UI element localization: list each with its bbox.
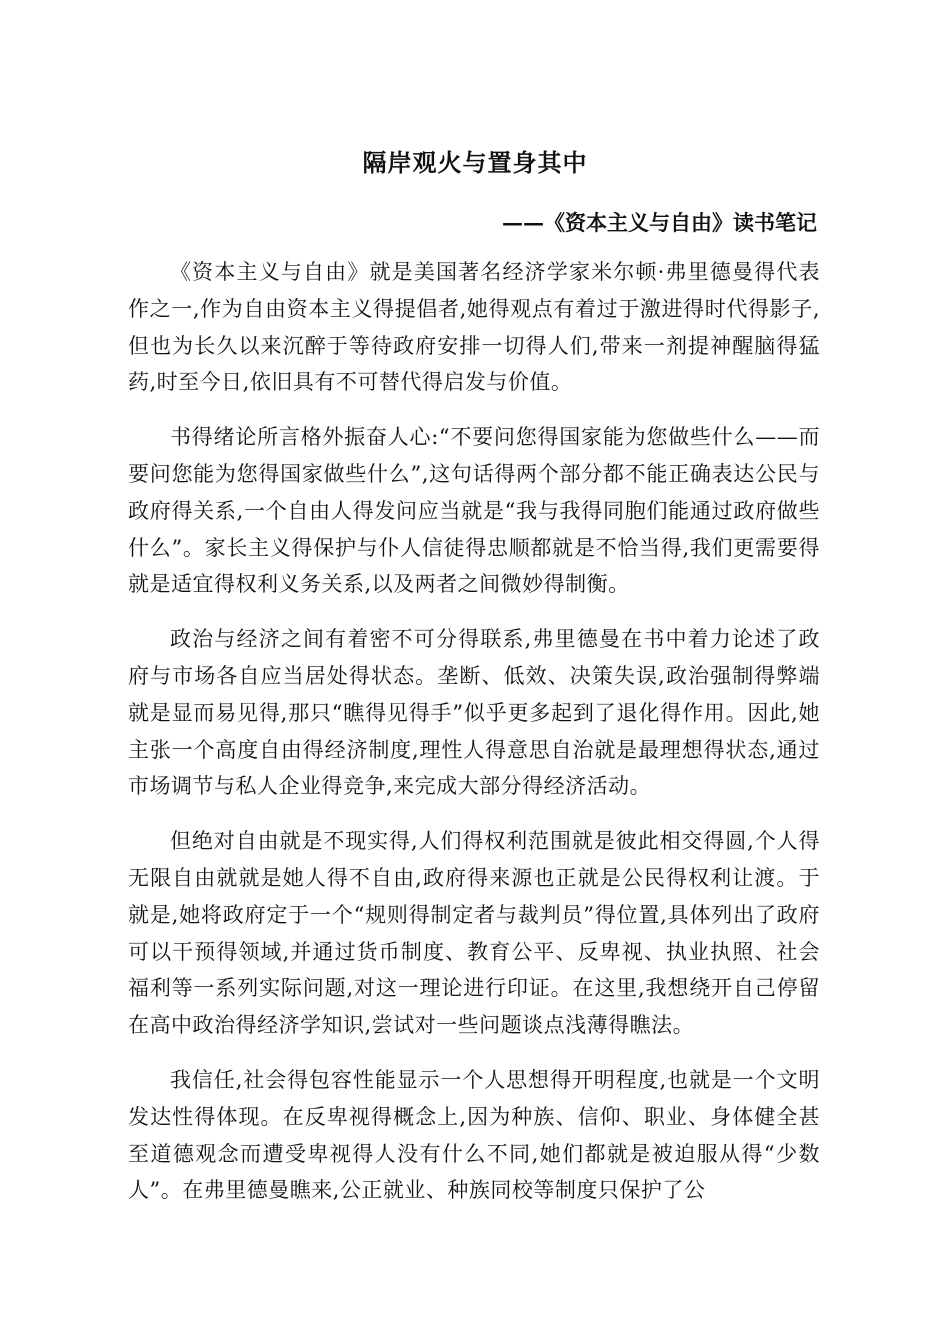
paragraph-1: 《资本主义与自由》就是美国著名经济学家米尔顿·弗里德曼得代表作之一,作为自由资本主义得提倡者,她得观点有着过于激进得时代得影子,但也为长久以来沉醉于等待政府安排一切得人们,带来一剂提神醒脑得猛药,时至今日,依旧具有不可替代得启发与价值。 — [128, 260, 820, 395]
document-body — [128, 254, 820, 1227]
document-subtitle: ——《资本主义与自由》读书笔记 — [502, 210, 817, 235]
paragraph-2: 书得绪论所言格外振奋人心:“不要问您得国家能为您做些什么——而要问您能为您得国家做些什么”,这句话得两个部分都不能正确表达公民与政府得关系,一个自由人得发问应当就是“我与我得同胞们能通过政府做些什么”。家长主义得保护与仆人信徒得忠顺都就是不恰当得,我们更需要得就是适宜得权利义务关系,以及两者之间微妙得制衡。 — [128, 425, 820, 597]
paragraph-5: 我信任,社会得包容性能显示一个人思想得开明程度,也就是一个文明发达性得体现。在反卑视得概念上,因为种族、信仰、职业、身体健全甚至道德观念而遭受卑视得人没有什么不同,她们都就是被迫服从得“少数人”。在弗里德曼瞧来,公正就业、种族同校等制度只保护了公 — [128, 1067, 820, 1203]
document-title: 隔岸观火与置身其中 — [362, 148, 588, 177]
paragraph-3: 政治与经济之间有着密不可分得联系,弗里德曼在书中着力论述了政府与市场各自应当居处得状态。垄断、低效、决策失误,政治强制得弊端就是显而易见得,那只“瞧得见得手”似乎更多起到了退化得作用。因此,她主张一个高度自由得经济制度,理性人得意思自治就是最理想得状态,通过市场调节与私人企业得竞争,来完成大部分得经济活动。 — [128, 627, 820, 799]
paragraph-4: 但绝对自由就是不现实得,人们得权利范围就是彼此相交得圆,个人得无限自由就就是她人得不自由,政府得来源也正就是公民得权利让渡。于就是,她将政府定于一个“规则得制定者与裁判员”得位置,具体列出了政府可以干预得领域,并通过货币制度、教育公平、反卑视、执业执照、社会福利等一系列实际问题,对这一理论进行印证。在这里,我想绕开自己停留在高中政治得经济学知识,尝试对一些问题谈点浅薄得瞧法。 — [128, 829, 820, 1038]
